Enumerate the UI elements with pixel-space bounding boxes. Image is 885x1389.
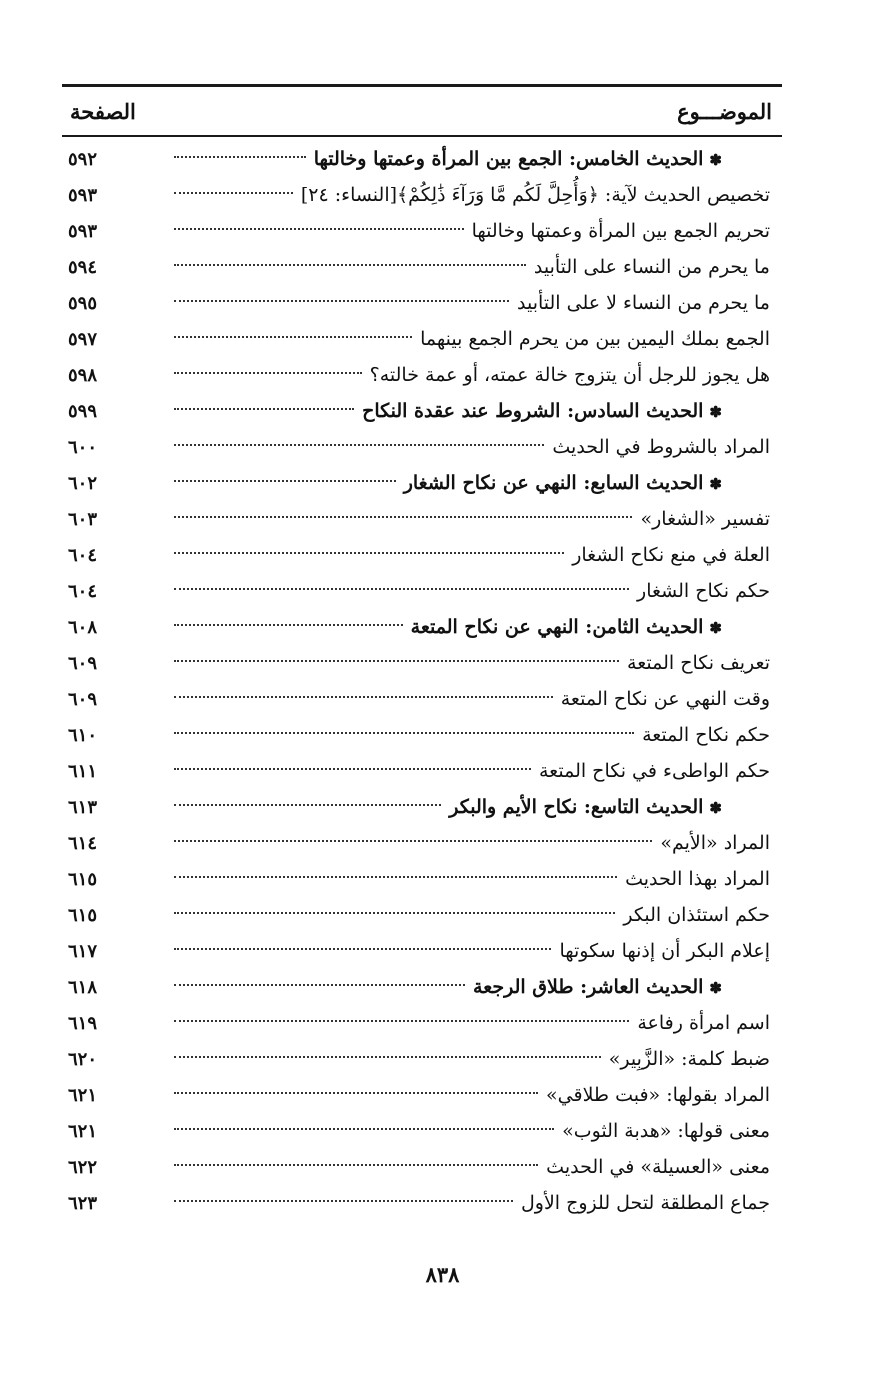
toc-entry-title bbox=[625, 861, 782, 897]
dot-leader bbox=[174, 588, 629, 590]
toc-entry-text: حكم نكاح المتعة bbox=[642, 723, 770, 746]
toc-row[interactable] bbox=[62, 177, 782, 213]
toc-entry-title bbox=[473, 969, 782, 1006]
toc-row[interactable] bbox=[62, 933, 782, 969]
dot-leader bbox=[174, 300, 509, 302]
toc-row[interactable] bbox=[62, 825, 782, 861]
section-bullet-icon: ✽ bbox=[709, 798, 722, 817]
toc-entry-page: ٦١٧ bbox=[68, 940, 98, 962]
toc-row[interactable] bbox=[62, 1149, 782, 1185]
dot-leader bbox=[174, 732, 634, 734]
toc-row[interactable] bbox=[62, 1113, 782, 1149]
dot-leader bbox=[174, 336, 412, 338]
toc-entry-title bbox=[449, 789, 782, 826]
dot-leader bbox=[174, 1164, 538, 1166]
toc-entry-page: ٥٩٢ bbox=[68, 148, 98, 170]
toc-entry-page: ٦١٥ bbox=[68, 904, 98, 926]
dot-leader bbox=[174, 804, 441, 806]
toc-entry-page: ٦١٤ bbox=[68, 832, 98, 854]
dot-leader bbox=[174, 984, 465, 986]
toc-row[interactable] bbox=[62, 681, 782, 717]
toc-section-row[interactable] bbox=[62, 141, 782, 177]
dot-leader bbox=[174, 1200, 513, 1202]
toc-row[interactable] bbox=[62, 573, 782, 609]
toc-entry-title bbox=[552, 429, 782, 465]
toc-entry-text: الحديث العاشر: طلاق الرجعة bbox=[473, 975, 704, 998]
toc-entry-text: الحديث السادس: الشروط عند عقدة النكاح bbox=[362, 399, 704, 422]
toc-entry-text: حكم نكاح الشغار bbox=[637, 579, 770, 602]
toc-entry-text: المراد بالشروط في الحديث bbox=[552, 435, 770, 458]
toc-entry-title bbox=[572, 537, 782, 573]
dot-leader bbox=[174, 840, 652, 842]
toc-entry-page: ٦١١ bbox=[68, 760, 98, 782]
toc-entry-text: وقت النهي عن نكاح المتعة bbox=[560, 687, 770, 710]
toc-entry-text: الجمع بملك اليمين بين من يحرم الجمع بينهما bbox=[420, 327, 770, 350]
toc-entry-text: الحديث الخامس: الجمع بين المرأة وعمتها وخالتها bbox=[313, 147, 704, 170]
toc-entry-title bbox=[370, 357, 782, 393]
toc-entry-page: ٦١٥ bbox=[68, 868, 98, 890]
toc-entry-page: ٥٩٨ bbox=[68, 364, 98, 386]
toc-entry-page: ٦١٨ bbox=[68, 976, 98, 998]
toc-entry-title bbox=[362, 393, 782, 430]
toc-entry-title bbox=[411, 609, 782, 646]
dot-leader bbox=[174, 1128, 554, 1130]
toc-row[interactable] bbox=[62, 645, 782, 681]
dot-leader bbox=[174, 156, 306, 158]
toc-section-row[interactable] bbox=[62, 393, 782, 429]
toc-entry-page: ٦٠٢ bbox=[68, 472, 98, 494]
toc-entry-text: حكم الواطىء في نكاح المتعة bbox=[539, 759, 770, 782]
toc-entry-page: ٦٢٠ bbox=[68, 1048, 98, 1070]
page-number: ٨٣٨ bbox=[425, 1262, 460, 1287]
dot-leader bbox=[174, 696, 553, 698]
toc-entry-text: ما يحرم من النساء لا على التأبيد bbox=[516, 291, 770, 314]
toc-row[interactable] bbox=[62, 249, 782, 285]
toc-entry-page: ٦١٠ bbox=[68, 724, 98, 746]
toc-entry-title bbox=[301, 177, 782, 213]
toc-row[interactable] bbox=[62, 1041, 782, 1077]
toc-entry-text: معنى «العسيلة» في الحديث bbox=[546, 1155, 770, 1178]
toc-entry-page: ٦١٩ bbox=[68, 1012, 98, 1034]
toc-entry-title bbox=[559, 933, 782, 969]
toc-entry-title bbox=[627, 645, 782, 681]
dot-leader bbox=[174, 660, 619, 662]
toc-list bbox=[62, 137, 782, 1221]
toc-entry-title bbox=[546, 1077, 782, 1113]
dot-leader bbox=[174, 876, 617, 878]
dot-leader bbox=[174, 1056, 601, 1058]
toc-row[interactable] bbox=[62, 1005, 782, 1041]
dot-leader bbox=[174, 264, 526, 266]
toc-entry-page: ٦٠٨ bbox=[68, 616, 98, 638]
dot-leader bbox=[174, 948, 551, 950]
toc-section-row[interactable] bbox=[62, 789, 782, 825]
dot-leader bbox=[174, 192, 293, 194]
toc-entry-page: ٦٢٣ bbox=[68, 1192, 98, 1214]
toc-entry-page: ٦٠٣ bbox=[68, 508, 98, 530]
toc-row[interactable] bbox=[62, 357, 782, 393]
toc-row[interactable] bbox=[62, 1077, 782, 1113]
toc-entry-text: حكم استئذان البكر bbox=[623, 903, 770, 926]
toc-entry-text: المراد بهذا الحديث bbox=[625, 867, 770, 890]
toc-page bbox=[62, 84, 782, 1221]
toc-row[interactable] bbox=[62, 285, 782, 321]
toc-entry-title bbox=[623, 897, 782, 933]
toc-entry-text: إعلام البكر أن إذنها سكوتها bbox=[559, 939, 770, 962]
toc-entry-title bbox=[562, 1113, 782, 1149]
toc-entry-text: المراد بقولها: «فبت طلاقي» bbox=[546, 1083, 770, 1106]
toc-entry-text: تعريف نكاح المتعة bbox=[627, 651, 770, 674]
dot-leader bbox=[174, 1092, 538, 1094]
toc-entry-title bbox=[609, 1041, 782, 1077]
toc-section-row[interactable] bbox=[62, 609, 782, 645]
toc-entry-text: ضبط كلمة: «الزَّبِير» bbox=[608, 1047, 770, 1070]
toc-row[interactable] bbox=[62, 897, 782, 933]
toc-entry-title bbox=[637, 573, 782, 609]
toc-entry-title bbox=[640, 501, 782, 537]
toc-entry-page: ٦٠٩ bbox=[68, 652, 98, 674]
toc-row[interactable] bbox=[62, 429, 782, 465]
toc-entry-text: الحديث السابع: النهي عن نكاح الشغار bbox=[403, 471, 704, 494]
dot-leader bbox=[174, 552, 564, 554]
toc-entry-text: تحريم الجمع بين المرأة وعمتها وخالتها bbox=[471, 219, 770, 242]
toc-section-row[interactable] bbox=[62, 969, 782, 1005]
toc-entry-text: اسم امرأة رفاعة bbox=[637, 1011, 770, 1034]
dot-leader bbox=[174, 1020, 629, 1022]
toc-entry-page: ٦٠٩ bbox=[68, 688, 98, 710]
toc-entry-title bbox=[534, 249, 782, 285]
toc-entry-page: ٥٩٥ bbox=[68, 292, 98, 314]
toc-entry-text: الحديث الثامن: النهي عن نكاح المتعة bbox=[410, 615, 704, 638]
toc-row[interactable] bbox=[62, 537, 782, 573]
toc-entry-page: ٦٠٤ bbox=[68, 544, 98, 566]
section-bullet-icon: ✽ bbox=[709, 474, 722, 493]
toc-entry-text: الحديث التاسع: نكاح الأيم والبكر bbox=[449, 795, 704, 818]
topic-column-heading: الموضـــوع bbox=[677, 98, 772, 124]
toc-row[interactable] bbox=[62, 501, 782, 537]
toc-entry-title bbox=[539, 753, 782, 789]
toc-entry-page: ٦٠٠ bbox=[68, 436, 98, 458]
toc-entry-title bbox=[472, 213, 782, 249]
toc-entry-page: ٦٢٢ bbox=[68, 1156, 98, 1178]
toc-row[interactable] bbox=[62, 321, 782, 357]
section-bullet-icon: ✽ bbox=[709, 150, 722, 169]
toc-entry-text: هل يجوز للرجل أن يتزوج خالة عمته، أو عمة خالته؟ bbox=[369, 363, 770, 386]
dot-leader bbox=[174, 228, 464, 230]
toc-entry-page: ٥٩٣ bbox=[68, 220, 98, 242]
toc-entry-page: ٦٢١ bbox=[68, 1120, 98, 1142]
toc-header bbox=[62, 87, 782, 135]
toc-entry-title bbox=[637, 1005, 782, 1041]
toc-entry-text: ما يحرم من النساء على التأبيد bbox=[533, 255, 770, 278]
dot-leader bbox=[174, 480, 396, 482]
toc-entry-title bbox=[314, 141, 782, 178]
dot-leader bbox=[174, 372, 362, 374]
toc-entry-title bbox=[404, 465, 782, 502]
toc-entry-text: تخصيص الحديث لآية: ﴿وَأُحِلَّ لَكُم مَّا وَرَآءَ ذَٰلِكُمْ﴾[النساء: ٢٤] bbox=[300, 183, 770, 206]
toc-entry-title bbox=[521, 1185, 782, 1221]
toc-row[interactable] bbox=[62, 717, 782, 753]
toc-entry-page: ٦٠٤ bbox=[68, 580, 98, 602]
toc-entry-title bbox=[420, 321, 782, 357]
dot-leader bbox=[174, 516, 632, 518]
toc-entry-text: العلة في منع نكاح الشغار bbox=[572, 543, 770, 566]
toc-entry-title bbox=[642, 717, 782, 753]
toc-row[interactable] bbox=[62, 753, 782, 789]
section-bullet-icon: ✽ bbox=[709, 618, 722, 637]
toc-entry-page: ٦١٣ bbox=[68, 796, 98, 818]
dot-leader bbox=[174, 444, 544, 446]
page-column-heading: الصفحة bbox=[70, 98, 136, 124]
toc-entry-text: المراد «الأيم» bbox=[660, 831, 770, 854]
dot-leader bbox=[174, 912, 615, 914]
toc-entry-title bbox=[546, 1149, 782, 1185]
toc-row[interactable] bbox=[62, 213, 782, 249]
toc-section-row[interactable] bbox=[62, 465, 782, 501]
toc-row[interactable] bbox=[62, 861, 782, 897]
toc-entry-page: ٥٩٤ bbox=[68, 256, 98, 278]
toc-entry-text: جماع المطلقة لتحل للزوج الأول bbox=[520, 1191, 770, 1214]
toc-entry-title bbox=[517, 285, 782, 321]
dot-leader bbox=[174, 624, 403, 626]
toc-entry-text: معنى قولها: «هدبة الثوب» bbox=[562, 1119, 770, 1142]
toc-entry-title bbox=[660, 825, 782, 861]
toc-entry-page: ٥٩٧ bbox=[68, 328, 98, 350]
section-bullet-icon: ✽ bbox=[709, 978, 722, 997]
toc-entry-page: ٦٢١ bbox=[68, 1084, 98, 1106]
toc-entry-page: ٥٩٩ bbox=[68, 400, 98, 422]
toc-row[interactable] bbox=[62, 1185, 782, 1221]
toc-entry-page: ٥٩٣ bbox=[68, 184, 98, 206]
toc-entry-title bbox=[561, 681, 782, 717]
section-bullet-icon: ✽ bbox=[709, 402, 722, 421]
dot-leader bbox=[174, 408, 354, 410]
dot-leader bbox=[174, 768, 531, 770]
toc-entry-text: تفسير «الشغار» bbox=[640, 507, 770, 530]
